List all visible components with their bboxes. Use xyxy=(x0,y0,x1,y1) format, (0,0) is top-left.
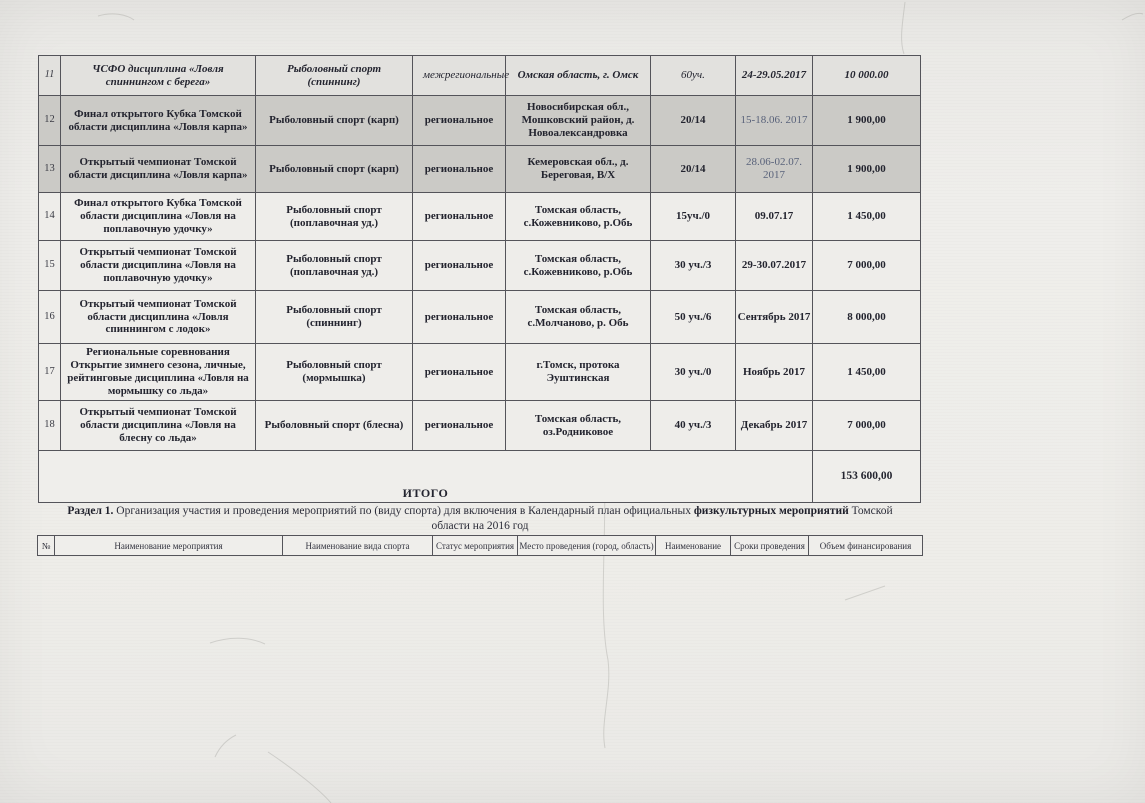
location-cell: Томская область, с.Кожевниково, р.Обь xyxy=(506,241,651,291)
location-cell: г.Томск, протока Эуштинская xyxy=(506,344,651,401)
row-number-cell: 11 xyxy=(39,56,61,96)
status-cell: региональное xyxy=(413,193,506,241)
section-caption-text: Томской xyxy=(848,505,893,517)
dates-cell: Декабрь 2017 xyxy=(736,401,813,451)
participants-cell: 15уч./0 xyxy=(651,193,736,241)
location-cell: Томская область, оз.Родниковое xyxy=(506,401,651,451)
dates-cell: 09.07.17 xyxy=(736,193,813,241)
row-number-cell: 18 xyxy=(39,401,61,451)
table-row xyxy=(39,401,921,451)
amount-cell: 1 450,00 xyxy=(813,193,921,241)
row-number-cell: 17 xyxy=(39,344,61,401)
participants-cell: 40 уч./3 xyxy=(651,401,736,451)
location-cell: Томская область, с.Молчаново, р. Обь xyxy=(506,291,651,344)
location-cell: Томская область, с.Кожевниково, р.Обь xyxy=(506,193,651,241)
sport-type-cell: Рыболовный спорт (поплавочная уд.) xyxy=(256,241,413,291)
section-caption-bold: Раздел 1. xyxy=(67,505,114,517)
total-amount: 153 600,00 xyxy=(813,451,921,503)
table-row xyxy=(39,96,921,146)
status-cell: региональное xyxy=(413,241,506,291)
participants-cell: 60уч. xyxy=(651,56,736,96)
dates-cell: Ноябрь 2017 xyxy=(736,344,813,401)
header-cell-funding: Объем финансирования xyxy=(809,536,923,556)
amount-cell: 7 000,00 xyxy=(813,401,921,451)
amount-cell: 1 900,00 xyxy=(813,96,921,146)
sport-type-cell: Рыболовный спорт (блесна) xyxy=(256,401,413,451)
header-cell-status: Статус мероприятия xyxy=(433,536,518,556)
status-cell: региональное xyxy=(413,401,506,451)
event-name-cell: Открытый чемпионат Томской области дисциплина «Ловля на блесну со льда» xyxy=(61,401,256,451)
amount-cell: 1 900,00 xyxy=(813,146,921,193)
sport-type-cell: Рыболовный спорт (карп) xyxy=(256,96,413,146)
status-cell: межрегиональные xyxy=(413,56,506,96)
row-number-cell: 14 xyxy=(39,193,61,241)
section-caption xyxy=(37,504,923,533)
location-cell: Новосибирская обл., Мошковский район, д. Новоалександровка xyxy=(506,96,651,146)
table-row xyxy=(39,344,921,401)
dates-cell: 24-29.05.2017 xyxy=(736,56,813,96)
total-row xyxy=(39,451,921,503)
sport-type-cell: Рыболовный спорт (спиннинг) xyxy=(256,56,413,96)
next-table-header xyxy=(37,535,923,556)
sport-type-cell: Рыболовный спорт (мормышка) xyxy=(256,344,413,401)
row-number-cell: 16 xyxy=(39,291,61,344)
section-caption-bold: физкультурных мероприятий xyxy=(693,505,849,517)
sport-type-cell: Рыболовный спорт (поплавочная уд.) xyxy=(256,193,413,241)
sport-type-cell: Рыболовный спорт (карп) xyxy=(256,146,413,193)
events-table xyxy=(38,55,921,503)
event-name-cell: Открытый чемпионат Томской области дисциплина «Ловля карпа» xyxy=(61,146,256,193)
status-cell: региональное xyxy=(413,96,506,146)
status-cell: региональное xyxy=(413,344,506,401)
header-cell-event: Наименование мероприятия xyxy=(55,536,283,556)
event-name-cell: Региональные соревнования Открытие зимнего сезона, личные, рейтинговые дисциплина «Ловля на мормышку со льда» xyxy=(61,344,256,401)
header-cell-number: № xyxy=(38,536,55,556)
dates-cell: Сентябрь 2017 xyxy=(736,291,813,344)
amount-cell: 8 000,00 xyxy=(813,291,921,344)
table-row xyxy=(39,241,921,291)
location-cell: Омская область, г. Омск xyxy=(506,56,651,96)
amount-cell: 1 450,00 xyxy=(813,344,921,401)
participants-cell: 30 уч./3 xyxy=(651,241,736,291)
sport-type-cell: Рыболовный спорт (спиннинг) xyxy=(256,291,413,344)
header-row xyxy=(38,536,923,556)
event-name-cell: Открытый чемпионат Томской области дисциплина «Ловля спиннингом с лодок» xyxy=(61,291,256,344)
event-name-cell: Открытый чемпионат Томской области дисциплина «Ловля на поплавочную удочку» xyxy=(61,241,256,291)
dates-cell: 15-18.06. 2017 xyxy=(736,96,813,146)
participants-cell: 20/14 xyxy=(651,96,736,146)
participants-cell: 50 уч./6 xyxy=(651,291,736,344)
header-cell-dates: Сроки проведения xyxy=(731,536,809,556)
event-name-cell: Финал открытого Кубка Томской области дисциплина «Ловля на поплавочную удочку» xyxy=(61,193,256,241)
row-number-cell: 13 xyxy=(39,146,61,193)
amount-cell: 7 000,00 xyxy=(813,241,921,291)
header-cell-sport: Наименование вида спорта xyxy=(283,536,433,556)
row-number-cell: 12 xyxy=(39,96,61,146)
header-cell-location: Место проведения (город, область) xyxy=(518,536,656,556)
header-cell-name: Наименование xyxy=(656,536,731,556)
participants-cell: 20/14 xyxy=(651,146,736,193)
table-row xyxy=(39,56,921,96)
section-caption-text: Организация участия и проведения мероприятий по (виду спорта) для включения в Календарный план официальных xyxy=(113,505,694,517)
table-row xyxy=(39,193,921,241)
section-caption-line2: области на 2016 год xyxy=(431,519,529,532)
location-cell: Кемеровская обл., д. Береговая, В/Х xyxy=(506,146,651,193)
dates-cell: 28.06-02.07. 2017 xyxy=(736,146,813,193)
status-cell: региональное xyxy=(413,146,506,193)
dates-cell: 29-30.07.2017 xyxy=(736,241,813,291)
participants-cell: 30 уч./0 xyxy=(651,344,736,401)
event-name-cell: Финал открытого Кубка Томской области дисциплина «Ловля карпа» xyxy=(61,96,256,146)
total-label: ИТОГО xyxy=(39,451,813,503)
table-row xyxy=(39,146,921,193)
status-cell: региональное xyxy=(413,291,506,344)
event-name-cell: ЧСФО дисциплина «Ловля спиннингом с берега» xyxy=(61,56,256,96)
row-number-cell: 15 xyxy=(39,241,61,291)
amount-cell: 10 000.00 xyxy=(813,56,921,96)
table-row xyxy=(39,291,921,344)
